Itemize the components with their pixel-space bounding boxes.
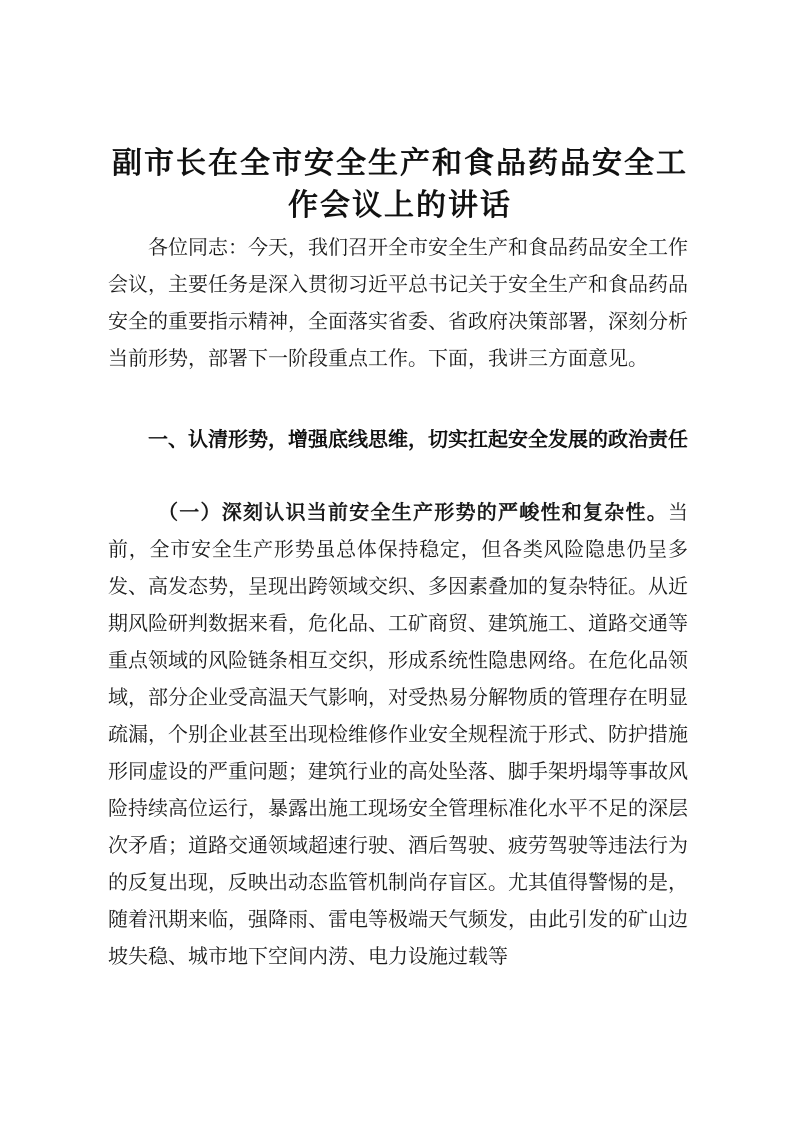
section-heading: 一、认清形势，增强底线思维，切实扛起安全发展的政治责任: [148, 427, 688, 451]
intro-paragraph: 各位同志：今天，我们召开全市安全生产和食品药品安全工作会议，主要任务是深入贯彻习近平总书记关于安全生产和食品药品安全的重要指示精神，全面落实省委、省政府决策部署，深刻分析当前形势，部署下一阶段重点工作。下面，我讲三方面意见。: [108, 235, 688, 370]
document-title: 副市长在全市安全生产和食品药品安全工作会议上的讲话: [112, 146, 688, 223]
subsection-heading: （一）深刻认识当前安全生产形势的严峻性和复杂性。: [158, 500, 668, 524]
subsection-paragraph: [108, 494, 688, 975]
subsection-body: 当前，全市安全生产形势虽总体保持稳定，但各类风险隐患仍呈多发、高发态势，呈现出跨领域交织、多因素叠加的复杂特征。从近期风险研判数据来看，危化品、工矿商贸、建筑施工、道路交通等重点领域的风险链条相互交织，形成系统性隐患网络。在危化品领域，部分企业受高温天气影响，对受热易分解物质的管理存在明显疏漏，个别企业甚至出现检维修作业安全规程流于形式、防护措施形同虚设的严重问题；建筑行业的高处坠落、脚手架坍塌等事故风险持续高位运行，暴露出施工现场安全管理标准化水平不足的深层次矛盾；道路交通领域超速行驶、酒后驾驶、疲劳驾驶等违法行为的反复出现，反映出动态监管机制尚存盲区。尤其值得警惕的是，随着汛期来临，强降雨、雷电等极端天气频发，由此引发的矿山边坡失稳、城市地下空间内涝、电力设施过载等: [108, 500, 688, 968]
